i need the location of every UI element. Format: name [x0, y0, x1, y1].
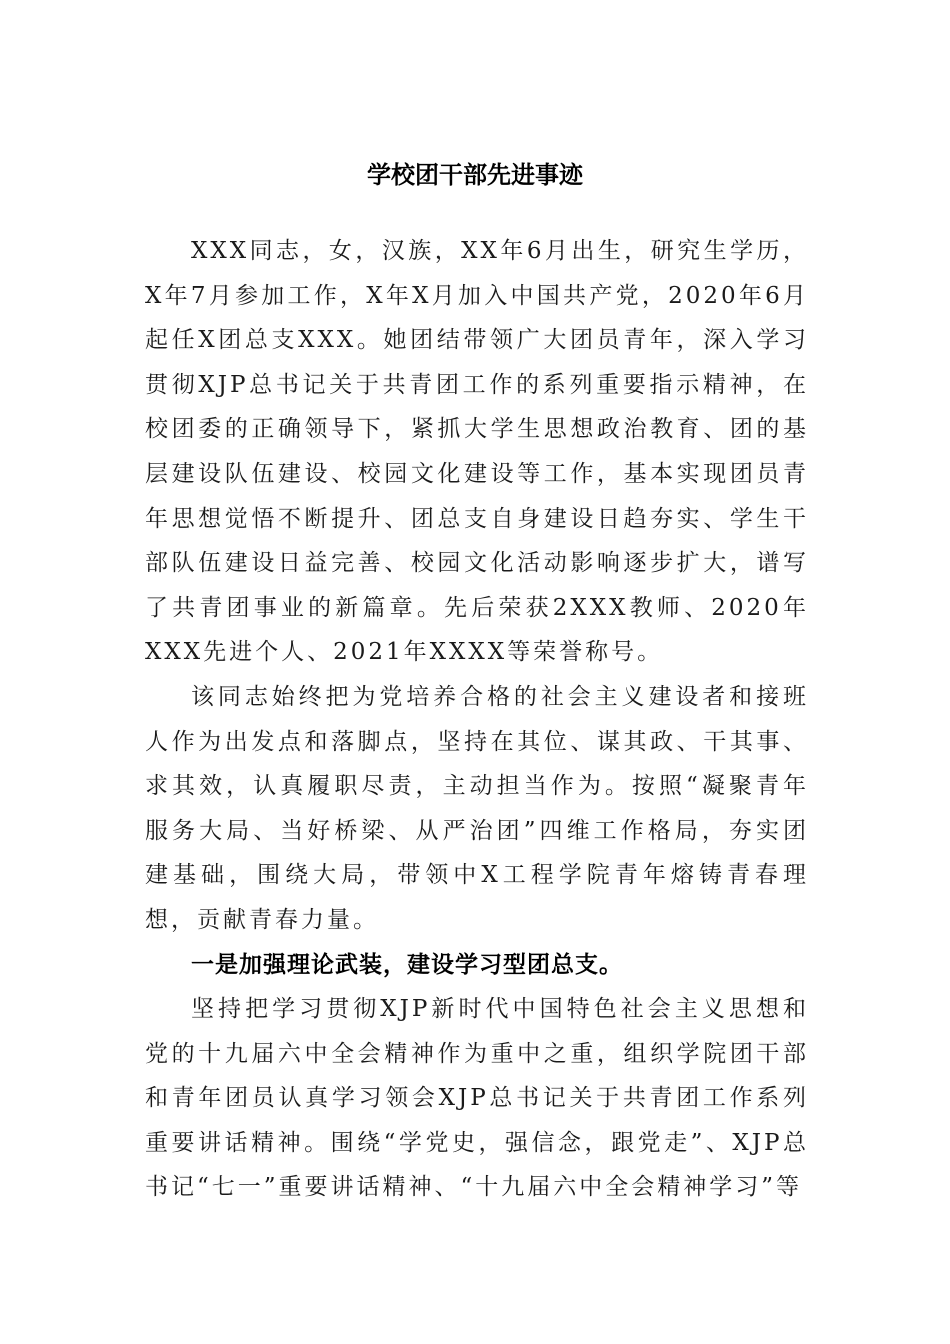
- document-body: [145, 229, 809, 1210]
- document-title: 学校团干部先进事迹: [367, 160, 583, 189]
- paragraph-section-body: 坚持把学习贯彻XJP新时代中国特色社会主义思想和党的十九届六中全会精神作为重中之重，组织学院团干部和青年团员认真学习领会XJP总书记关于共青团工作系列重要讲话精神。围绕“学党史，强信念，跟党走”、XJP总书记“七一”重要讲话精神、“十九届六中全会精神学习”等: [145, 996, 809, 1201]
- section-heading: 一是加强理论武装，建设学习型团总支。: [191, 951, 623, 978]
- paragraph-intro: XXX同志，女，汉族，XX年6月出生，研究生学历，X年7月参加工作，X年X月加入中国共产党，2020年6月起任X团总支XXX。她团结带领广大团员青年，深入学习贯彻XJP总书记关于共青团工作的系列重要指示精神，在校团委的正确领导下，紧抓大学生思想政治教育、团的基层建设队伍建设、校园文化建设等工作，基本实现团员青年思想觉悟不断提升、团总支自身建设日趋夯实、学生干部队伍建设日益完善、校园文化活动影响逐步扩大，谱写了共青团事业的新篇章。先后荣获2XXX教师、2020年XXX先进个人、2021年XXXX等荣誉称号。: [145, 238, 809, 666]
- paragraph-summary: 该同志始终把为党培养合格的社会主义建设者和接班人作为出发点和落脚点，坚持在其位、谋其政、干其事、求其效，认真履职尽责，主动担当作为。按照“凝聚青年服务大局、当好桥梁、从严治团”四维工作格局，夯实团建基础，围绕大局，带领中X工程学院青年熔铸青春理想，贡献青春力量。: [145, 683, 809, 933]
